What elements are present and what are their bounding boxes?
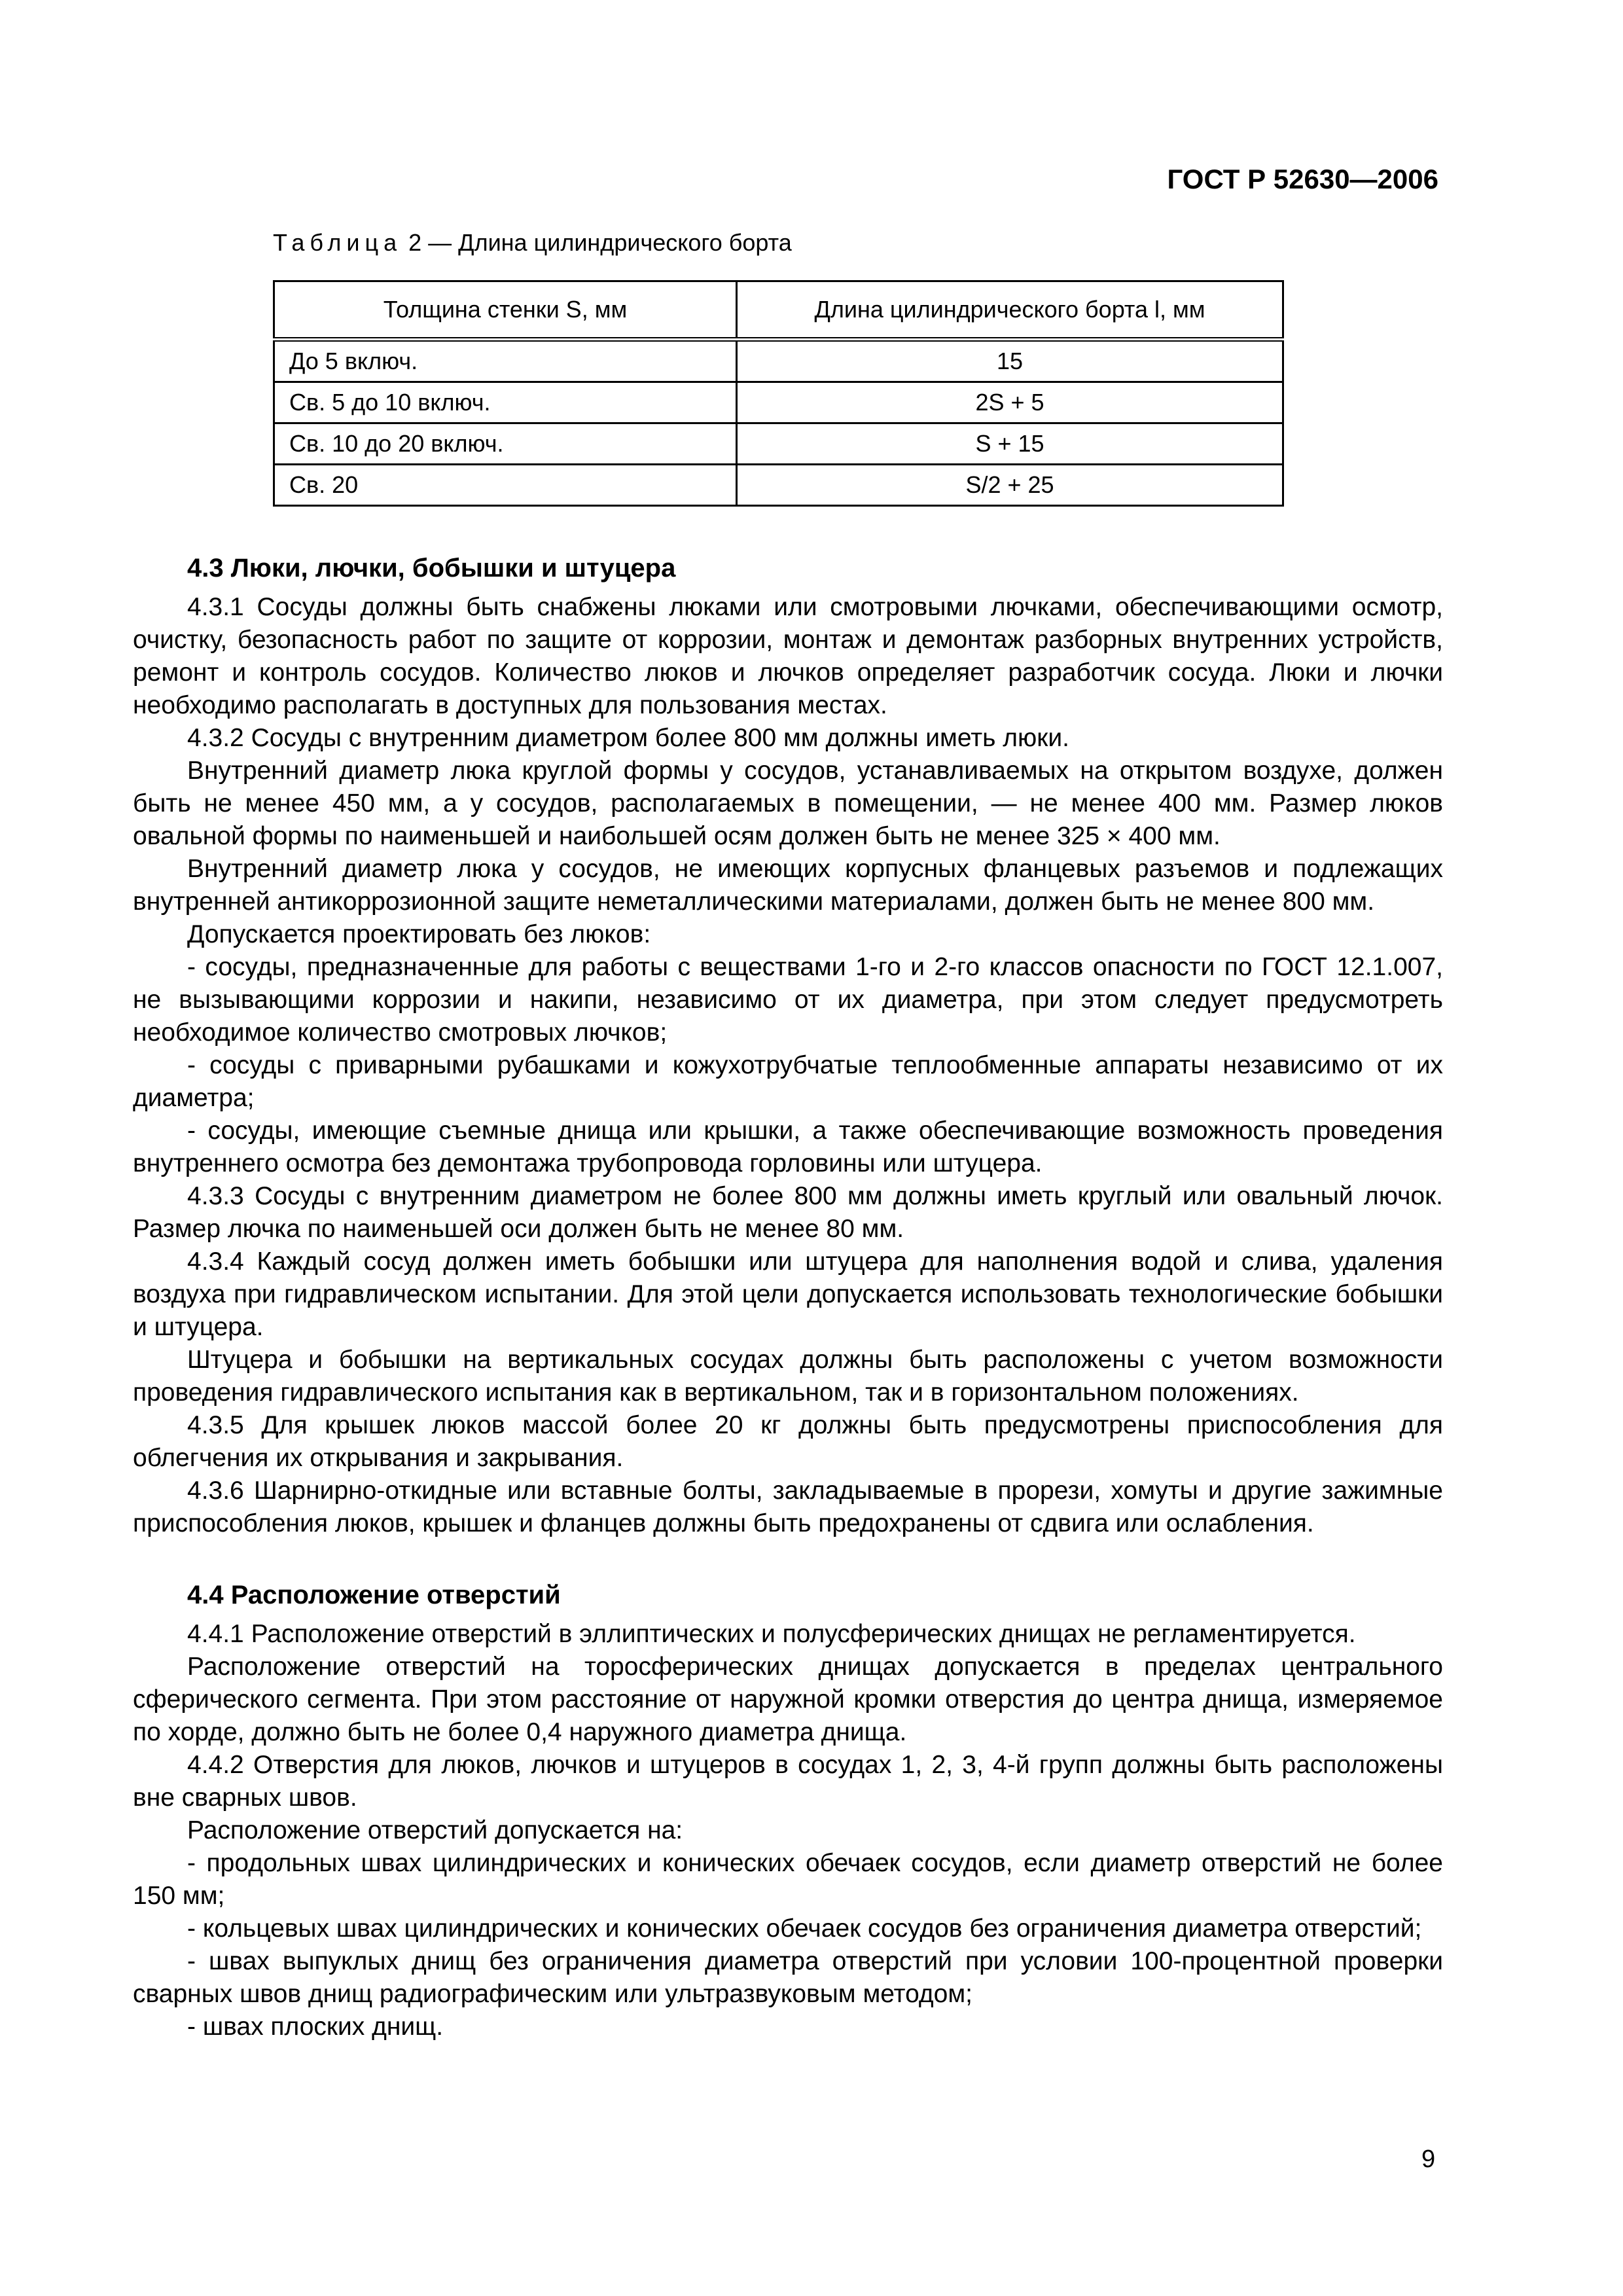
table-row [274, 465, 1283, 506]
list-item: - кольцевых швах цилиндрических и конических обечаек сосудов без ограничения диаметра отверстий; [187, 1914, 1422, 1943]
paragraph: Внутренний диаметр люка у сосудов, не имеющих корпусных фланцевых разъемов и подлежащих внутренней антикоррозионной защите неметаллическими материалами, должен быть не менее 800 мм. [133, 855, 1443, 916]
table-header-row [274, 281, 1283, 340]
paragraph: 4.3.6 Шарнирно-откидные или вставные болты, закладываемые в прорези, хомуты и другие зажимные приспособления люков, крышек и фланцев должны быть предохранены от сдвига или ослабления. [133, 1477, 1443, 1537]
column-header: Длина цилиндрического борта l, мм [737, 281, 1283, 340]
list-item: - швах выпуклых днищ без ограничения диаметра отверстий при условии 100-процентной проверки сварных швов днищ радиографическим или ультразвуковым методом; [133, 1947, 1443, 2008]
list-item: - продольных швах цилиндрических и конических обечаек сосудов, если диаметр отверстий не более 150 мм; [133, 1849, 1443, 1910]
list-item: - сосуды с приварными рубашками и кожухотрубчатые теплообменные аппараты независимо от их диаметра; [133, 1051, 1443, 1112]
table-row [274, 340, 1283, 382]
table-cell: S/2 + 25 [737, 465, 1283, 506]
section-4-4 [133, 1579, 1443, 2043]
table-cell: 2S + 5 [737, 382, 1283, 423]
list-item: - сосуды, предназначенные для работы с веществами 1-го и 2-го классов опасности по ГОСТ 12.1.007, не вызывающими коррозии и накипи, независимо от их диаметра, при этом следует предусмотреть необходимое количество смотровых лючков; [133, 953, 1443, 1047]
table-cell: Св. 20 [274, 465, 737, 506]
list-item: - сосуды, имеющие съемные днища или крышки, а также обеспечивающие возможность проведения внутреннего осмотра без демонтажа трубопровода горловины или штуцера. [133, 1117, 1443, 1177]
section-4-3 [133, 552, 1443, 1540]
paragraph: Расположение отверстий допускается на: [187, 1816, 683, 1844]
paragraph: 4.4.2 Отверстия для люков, лючков и штуцеров в сосудах 1, 2, 3, 4-й групп должны быть расположены вне сварных швов. [133, 1751, 1443, 1812]
paragraph: 4.3.5 Для крышек люков массой более 20 кг должны быть предусмотрены приспособления для облегчения их открывания и закрывания. [133, 1411, 1443, 1472]
paragraph: Допускается проектировать без люков: [187, 920, 651, 948]
section-heading: 4.3 Люки, лючки, бобышки и штуцера [187, 554, 676, 583]
paragraph: 4.3.1 Сосуды должны быть снабжены люками или смотровыми лючками, обеспечивающими осмотр, очистку, безопасность работ по защите от коррозии, монтаж и демонтаж разборных внутренних устройств, ремонт и контроль сосудов. Количество люков и лючков определяет разработчик сосуда. Люки и лючки необходимо располагать в доступных для пользования местах. [133, 593, 1443, 719]
table-cell: 15 [737, 340, 1283, 382]
table-row [274, 423, 1283, 465]
table-cell: Св. 5 до 10 включ. [274, 382, 737, 423]
page-number: 9 [1421, 2145, 1436, 2173]
column-header: Толщина стенки S, мм [274, 281, 737, 340]
border-length-table [273, 280, 1284, 507]
paragraph: 4.3.2 Сосуды с внутренним диаметром более 800 мм должны иметь люки. [187, 724, 1069, 752]
list-item: - швах плоских днищ. [187, 2013, 444, 2041]
paragraph: Штуцера и бобышки на вертикальных сосудах должны быть расположены с учетом возможности проведения гидравлического испытания как в вертикальном, так и в горизонтальном положениях. [133, 1346, 1443, 1407]
paragraph: Расположение отверстий на торосферических днищах допускается в пределах центрального сферического сегмента. При этом расстояние от наружной кромки отверстия до центра днища, измеряемое по хорде, должно быть не более 0,4 наружного диаметра днища. [133, 1653, 1443, 1746]
table-cell: До 5 включ. [274, 340, 737, 382]
paragraph: Внутренний диаметр люка круглой формы у сосудов, устанавливаемых на открытом воздухе, должен быть не менее 450 мм, а у сосудов, располагаемых в помещении, — не менее 400 мм. Размер люков овальной формы по наименьшей и наибольшей осям должен быть не менее 325 × 400 мм. [133, 757, 1443, 850]
paragraph: 4.3.3 Сосуды с внутренним диаметром не более 800 мм должны иметь круглый или овальный лючок. Размер лючка по наименьшей оси должен быть не менее 80 мм. [133, 1182, 1443, 1243]
table-cell: S + 15 [737, 423, 1283, 465]
table-caption [273, 229, 792, 257]
table-caption-label: Таблица [273, 229, 402, 256]
table-caption-title: 2 — Длина цилиндрического борта [402, 229, 792, 256]
paragraph: 4.3.4 Каждый сосуд должен иметь бобышки или штуцера для наполнения водой и слива, удаления воздуха при гидравлическом испытании. Для этой цели допускается использовать технологические бобышки и штуцера. [133, 1247, 1443, 1341]
document-id: ГОСТ Р 52630—2006 [1167, 164, 1438, 194]
table-cell: Св. 10 до 20 включ. [274, 423, 737, 465]
paragraph: 4.4.1 Расположение отверстий в эллиптических и полусферических днищах не регламентируется. [187, 1620, 1356, 1648]
section-heading: 4.4 Расположение отверстий [187, 1581, 561, 1609]
table-row [274, 382, 1283, 423]
